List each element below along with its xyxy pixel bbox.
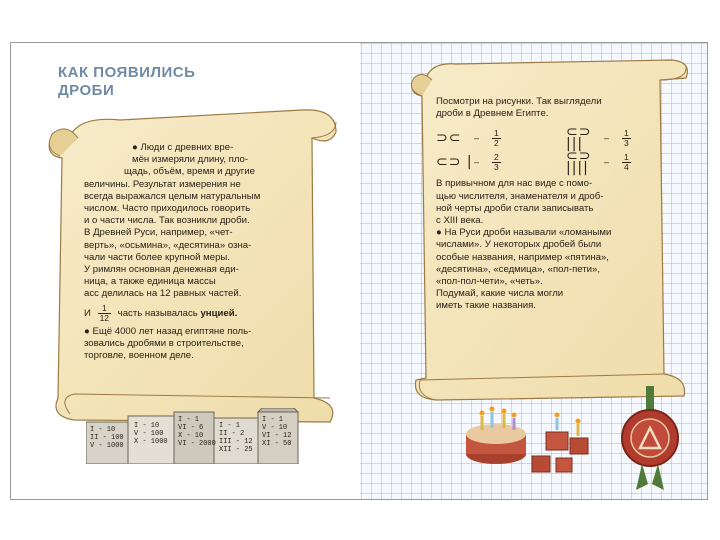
coin-1 — [90, 426, 124, 450]
fraction — [492, 153, 501, 172]
hieroglyph-fraction: ⊂⊃ ||| – $\frac{1}{3}$ — [566, 124, 629, 153]
left-line: торговле, военном деле. — [84, 350, 194, 362]
right-line: ной черты дроби стали записывать — [436, 202, 594, 214]
fraction-numerator: 1 — [98, 304, 111, 314]
right-line: щью числителя, знаменателя и дроб- — [436, 190, 604, 202]
coin-line: V - 10 — [262, 424, 288, 432]
right-intro-line: Посмотри на рисунки. Так выглядели — [436, 96, 602, 107]
left-line: зовались дробями в строительстве, — [84, 337, 244, 349]
left-line: ница, а также единица массы — [84, 276, 216, 288]
hieroglyph-fraction: ⊃⊂ – $\frac{1}{2}$ — [436, 127, 499, 148]
right-line: числами». У некоторых дробей были — [436, 239, 602, 251]
hieroglyph-icon: ⊂⊃ | — [436, 154, 473, 171]
title-line-1: КАК ПОЯВИЛИСЬ — [58, 64, 196, 81]
coin-line: II - 2 — [219, 430, 245, 438]
hieroglyph-table — [436, 124, 664, 177]
fraction — [492, 129, 501, 148]
title-line-2: ДРОБИ — [58, 82, 115, 99]
right-line: иметь такие названия. — [436, 300, 536, 312]
left-scroll-text — [84, 142, 296, 362]
coin-line: XII - 25 — [219, 446, 253, 454]
left-line: чали части более крупной меры. — [84, 251, 230, 263]
right-scroll — [396, 56, 696, 406]
fraction-numerator: 1 — [624, 127, 629, 138]
coin-line: I - 1 — [262, 416, 284, 424]
seal-icon — [618, 386, 682, 494]
right-scroll-text — [436, 96, 664, 313]
cakes-illustration — [462, 392, 612, 482]
fraction — [622, 129, 631, 148]
hieroglyph-row — [436, 148, 664, 177]
right-line: «десятина», «седмица», «пол-пети», — [436, 263, 601, 275]
left-line: асс делилась на 12 равных частей. — [84, 288, 242, 300]
fraction-prefix: И — [84, 307, 91, 319]
fraction-term: унцией. — [200, 307, 238, 319]
coin-line: V - 1000 — [90, 442, 124, 450]
cake-icon — [462, 392, 612, 482]
left-line: У римлян основная денежная еди- — [84, 264, 239, 276]
right-line: Подумай, какие числа могли — [436, 288, 564, 300]
coin-2 — [134, 422, 168, 446]
coin-line: V - 100 — [134, 430, 164, 438]
hieroglyph-icon: ⊂⊃ ||| — [566, 124, 592, 153]
coin-line: X - 1000 — [134, 438, 168, 446]
coin-line: VI - 6 — [178, 424, 204, 432]
fraction-denominator: 4 — [624, 161, 629, 172]
left-line: величины. Результат измерения не — [84, 178, 241, 190]
coin-line: I - 1 — [219, 422, 241, 430]
right-intro-line: дроби в Древнем Египте. — [436, 108, 549, 120]
fraction-numerator: 1 — [494, 127, 499, 138]
coin-line: VI - 12 — [262, 432, 292, 440]
coin-4 — [219, 422, 253, 454]
hieroglyph-icon: ⊂⊃ |||| — [566, 148, 592, 177]
coin-line: I - 10 — [134, 422, 160, 430]
right-line: ● На Руси дроби называли «ломаными — [436, 227, 612, 239]
left-line: верть», «осьмина», «десятина» озна- — [84, 239, 252, 251]
right-line: «пол-пол-чети», «четь». — [436, 276, 543, 288]
coin-line: I - 1 — [178, 416, 200, 424]
left-scroll — [40, 98, 340, 428]
coin-line: X - 10 — [178, 432, 204, 440]
hieroglyph-row — [436, 124, 664, 153]
fraction-denominator: 3 — [624, 137, 629, 148]
fraction-line — [84, 304, 296, 323]
hieroglyph-fraction: ⊂⊃ |||| – $\frac{1}{4}$ — [566, 148, 629, 177]
left-line: числом. Часто приходилось говорить — [84, 203, 251, 215]
left-line: В Древней Руси, например, «чет- — [84, 227, 233, 239]
coin-line: III - 12 — [219, 438, 253, 446]
page-title — [58, 64, 195, 100]
left-line: щадь, объём, время и другие — [124, 166, 255, 178]
roman-tablets-illustration — [86, 408, 306, 464]
left-line: всегда выражался целым натуральным — [84, 190, 261, 202]
fraction-1-12 — [98, 304, 111, 323]
coin-line: II - 100 — [90, 434, 124, 442]
wax-seal — [618, 386, 682, 494]
fraction-text: часть называлась — [117, 307, 198, 319]
hieroglyph-fraction: ⊂⊃ | – $\frac{2}{3}$ — [436, 151, 499, 172]
right-line: В привычном для нас виде с помо- — [436, 178, 593, 190]
hieroglyph-icon: ⊃⊂ — [436, 130, 462, 147]
right-line: с XIII века. — [436, 215, 484, 227]
left-line: ● Люди с древних вре- — [132, 142, 234, 153]
coin-line: I - 10 — [90, 426, 116, 434]
coin-line: VI - 2000 — [178, 440, 216, 448]
left-line: мён измеряли длину, пло- — [132, 154, 249, 166]
coin-line: XI - 50 — [262, 440, 292, 448]
fraction — [622, 153, 631, 172]
fraction-numerator: 2 — [494, 151, 499, 162]
left-line: ● Ещё 4000 лет назад египтяне поль- — [84, 325, 252, 337]
fraction-denominator: 3 — [494, 161, 499, 172]
right-line: особые названия, например «пятина», — [436, 251, 609, 263]
fraction-numerator: 1 — [624, 151, 629, 162]
coin-5 — [262, 416, 291, 448]
fraction-denominator: 2 — [494, 137, 499, 148]
coin-3 — [178, 416, 216, 448]
fraction-denominator: 12 — [99, 312, 110, 323]
left-line: и о части числа. Так возникли дроби. — [84, 215, 250, 227]
